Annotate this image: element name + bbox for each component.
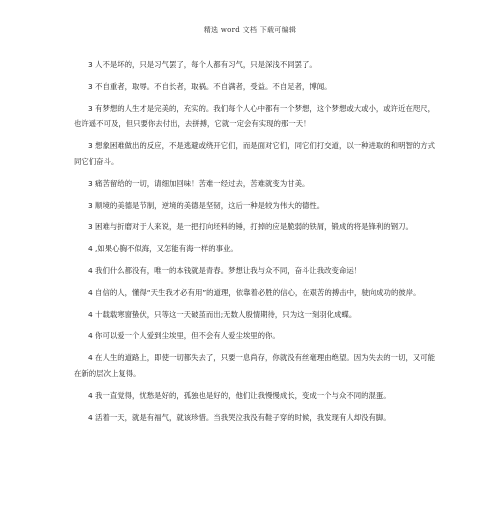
- paragraph: 4 你可以爱一个人爱到尘埃里，但不会有人爱尘埃里的你。: [88, 331, 280, 341]
- paragraph: 3 不自重者，取辱。不自长者，取祸。不自满者，受益。不自足者，博闻。: [88, 81, 332, 91]
- document-header: 精选 word 文档 下载可编辑: [203, 26, 297, 34]
- paragraph: 4 十载载寒窗蛰伏，只等这一天破茧而出;无数人殷情期待，只为这一刻羽化成蝶。: [88, 309, 357, 319]
- paragraph: 3 困难与折磨对于人来说，是一把打向坯料的锤，打掉的应是脆弱的铁屑，锻成的将是锋利的钢刀。: [88, 222, 413, 232]
- paragraph: 4 活着一天，就是有福气，就该珍惜。当我哭泣我没有鞋子穿的时候，我发现有人却没有脚。: [88, 412, 391, 422]
- paragraph: 4 ,如果心胸不似海，又怎能有海一样的事业。: [88, 244, 238, 254]
- paragraph: 4 我一直觉得，忧愁是好的，孤独也是好的，他们让我慢慢成长，变成一个与众不同的混蛋。: [88, 390, 391, 400]
- paragraph: 3 有梦想的人生才是完美的，充实的。我们每个人心中都有一个梦想，这个梦想或大或小，或许近在咫尺，也许遥不可及，但只要你去付出，去拼搏，它就一定会有实现的那一天！: [74, 103, 436, 129]
- paragraph: 3 痛苦留给的一切，请细加回味！苦难一经过去，苦难就变为甘美。: [88, 178, 310, 188]
- paragraph: 4 在人生的道路上，即使一切都失去了，只要一息尚存，你就没有丝毫理由绝望。因为失去的一切，又可能在新的层次上复得。: [74, 353, 436, 378]
- paragraph: 3 顺境的美德是节制，逆境的美德是坚韧，这后一种是较为伟大的德性。: [88, 200, 325, 210]
- paragraph: 3 人不是坏的，只是习气罢了，每个人都有习气，只是深浅不同罢了。: [88, 60, 317, 69]
- paragraph: 3 想象困难做出的反应，不是逃避或绕开它们，而是面对它们，同它们打交道，以一种进取的和明智的方式同它们奋斗。: [74, 141, 436, 166]
- document-body: [74, 57, 440, 431]
- paragraph: 4 自信的人，懂得“天生我才必有用”的道理，依靠着必胜的信心，在艰苦的搏击中，驶向成功的彼岸。: [88, 287, 421, 297]
- paragraph: 4 我们什么都没有，唯一的本钱就是青春。梦想让我与众不同，奋斗让我改变命运！: [88, 265, 362, 275]
